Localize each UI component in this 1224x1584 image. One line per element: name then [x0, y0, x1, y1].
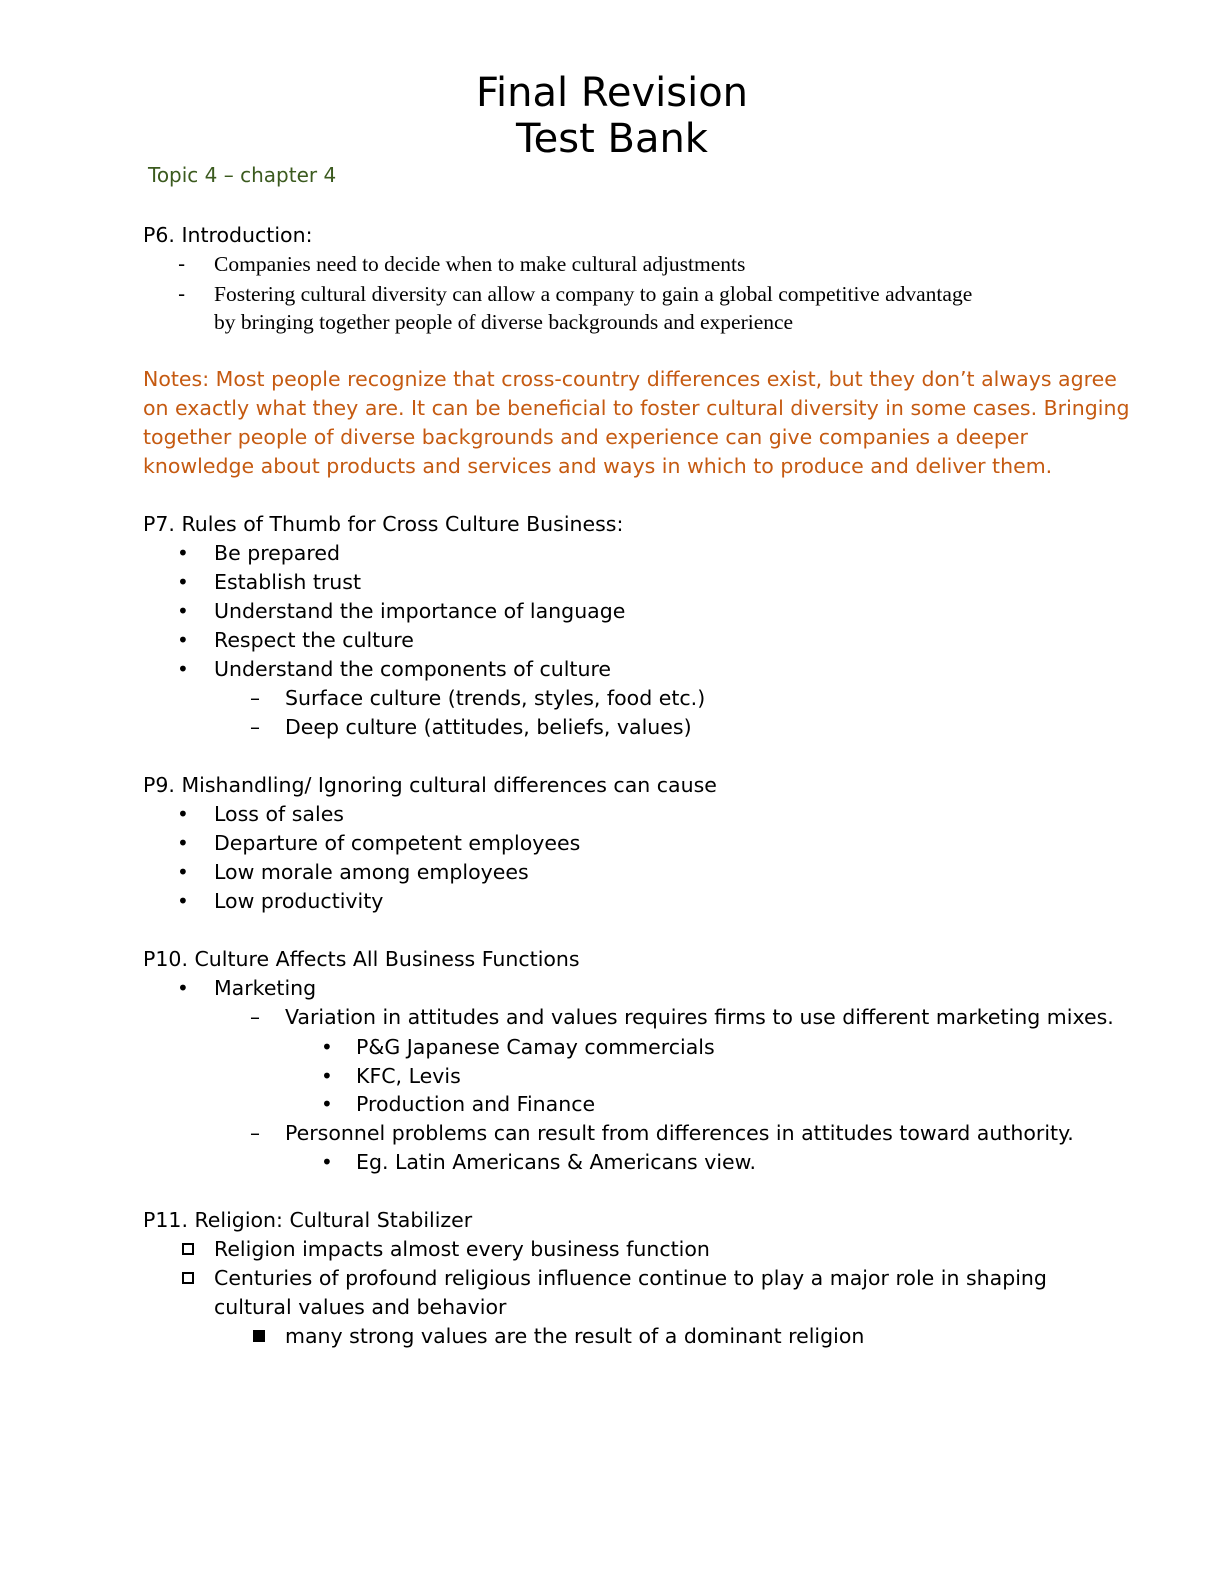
hollow-square-bullet-icon — [182, 1272, 194, 1284]
bullet-dot: • — [177, 657, 189, 681]
endash-bullet: – — [250, 1005, 260, 1029]
bullet-dot: • — [177, 541, 189, 565]
bullet-dot: • — [177, 599, 189, 623]
dash-bullet: - — [178, 252, 186, 276]
p10-subitem: Personnel problems can result from differences in attitudes toward authority. — [285, 1121, 1074, 1145]
notes-line: together people of diverse backgrounds and experience can give companies a deeper — [143, 425, 1028, 449]
bullet-dot: • — [177, 976, 189, 1000]
bullet-dot: • — [177, 889, 189, 913]
hollow-square-bullet-icon — [182, 1243, 194, 1255]
bullet-dot: • — [177, 860, 189, 884]
bullet-dot: • — [321, 1092, 333, 1116]
p10-subsubitem: KFC, Levis — [356, 1064, 461, 1088]
bullet-dot: • — [321, 1064, 333, 1088]
p7-subitem: Surface culture (trends, styles, food etc.) — [285, 686, 706, 710]
p7-item: Respect the culture — [214, 628, 414, 652]
p6-item: Companies need to decide when to make cultural adjustments — [214, 252, 746, 276]
p11-item: Centuries of profound religious influence continue to play a major role in shaping — [214, 1266, 1047, 1290]
p6-item: Fostering cultural diversity can allow a company to gain a global competitive advantage — [214, 282, 973, 306]
p9-item: Loss of sales — [214, 802, 344, 826]
bullet-dot: • — [321, 1150, 333, 1174]
p9-heading: P9. Mishandling/ Ignoring cultural differences can cause — [143, 773, 717, 797]
p9-item: Low morale among employees — [214, 860, 529, 884]
notes-line: knowledge about products and services and ways in which to produce and deliver them. — [143, 454, 1053, 478]
notes-line: on exactly what they are. It can be beneficial to foster cultural diversity in some cases. Bringing — [143, 396, 1130, 420]
bullet-dot: • — [177, 831, 189, 855]
p10-heading: P10. Culture Affects All Business Functions — [143, 947, 580, 971]
bullet-dot: • — [177, 628, 189, 652]
p7-item: Be prepared — [214, 541, 340, 565]
p11-heading: P11. Religion: Cultural Stabilizer — [143, 1208, 473, 1232]
p7-item: Establish trust — [214, 570, 362, 594]
p11-subitem: many strong values are the result of a dominant religion — [285, 1324, 865, 1348]
p6-item-continuation: by bringing together people of diverse backgrounds and experience — [214, 310, 794, 334]
p7-heading: P7. Rules of Thumb for Cross Culture Business: — [143, 512, 624, 536]
p6-heading: P6. Introduction: — [143, 223, 313, 247]
p11-item: Religion impacts almost every business function — [214, 1237, 710, 1261]
p7-item: Understand the components of culture — [214, 657, 612, 681]
p9-item: Low productivity — [214, 889, 384, 913]
p10-subsubitem: P&G Japanese Camay commercials — [356, 1035, 715, 1059]
bullet-dot: • — [177, 570, 189, 594]
p10-subsubitem: Eg. Latin Americans & Americans view. — [356, 1150, 757, 1174]
filled-square-bullet-icon — [253, 1330, 265, 1342]
dash-bullet: - — [178, 282, 186, 306]
document-title-line-2: Test Bank — [516, 116, 708, 162]
topic-label: Topic 4 – chapter 4 — [148, 163, 337, 187]
notes-line: Notes: Most people recognize that cross-country differences exist, but they don’t always agree — [143, 367, 1117, 391]
p10-subitem: Variation in attitudes and values requires firms to use different marketing mixes. — [285, 1005, 1114, 1029]
endash-bullet: – — [250, 1121, 260, 1145]
document-title-line-1: Final Revision — [475, 70, 749, 116]
endash-bullet: – — [250, 686, 260, 710]
endash-bullet: – — [250, 715, 260, 739]
p10-subsubitem: Production and Finance — [356, 1092, 596, 1116]
p9-item: Departure of competent employees — [214, 831, 581, 855]
bullet-dot: • — [321, 1035, 333, 1059]
p7-subitem: Deep culture (attitudes, beliefs, values) — [285, 715, 692, 739]
p7-item: Understand the importance of language — [214, 599, 626, 623]
p11-item-continuation: cultural values and behavior — [214, 1295, 507, 1319]
bullet-dot: • — [177, 802, 189, 826]
p10-item: Marketing — [214, 976, 317, 1000]
